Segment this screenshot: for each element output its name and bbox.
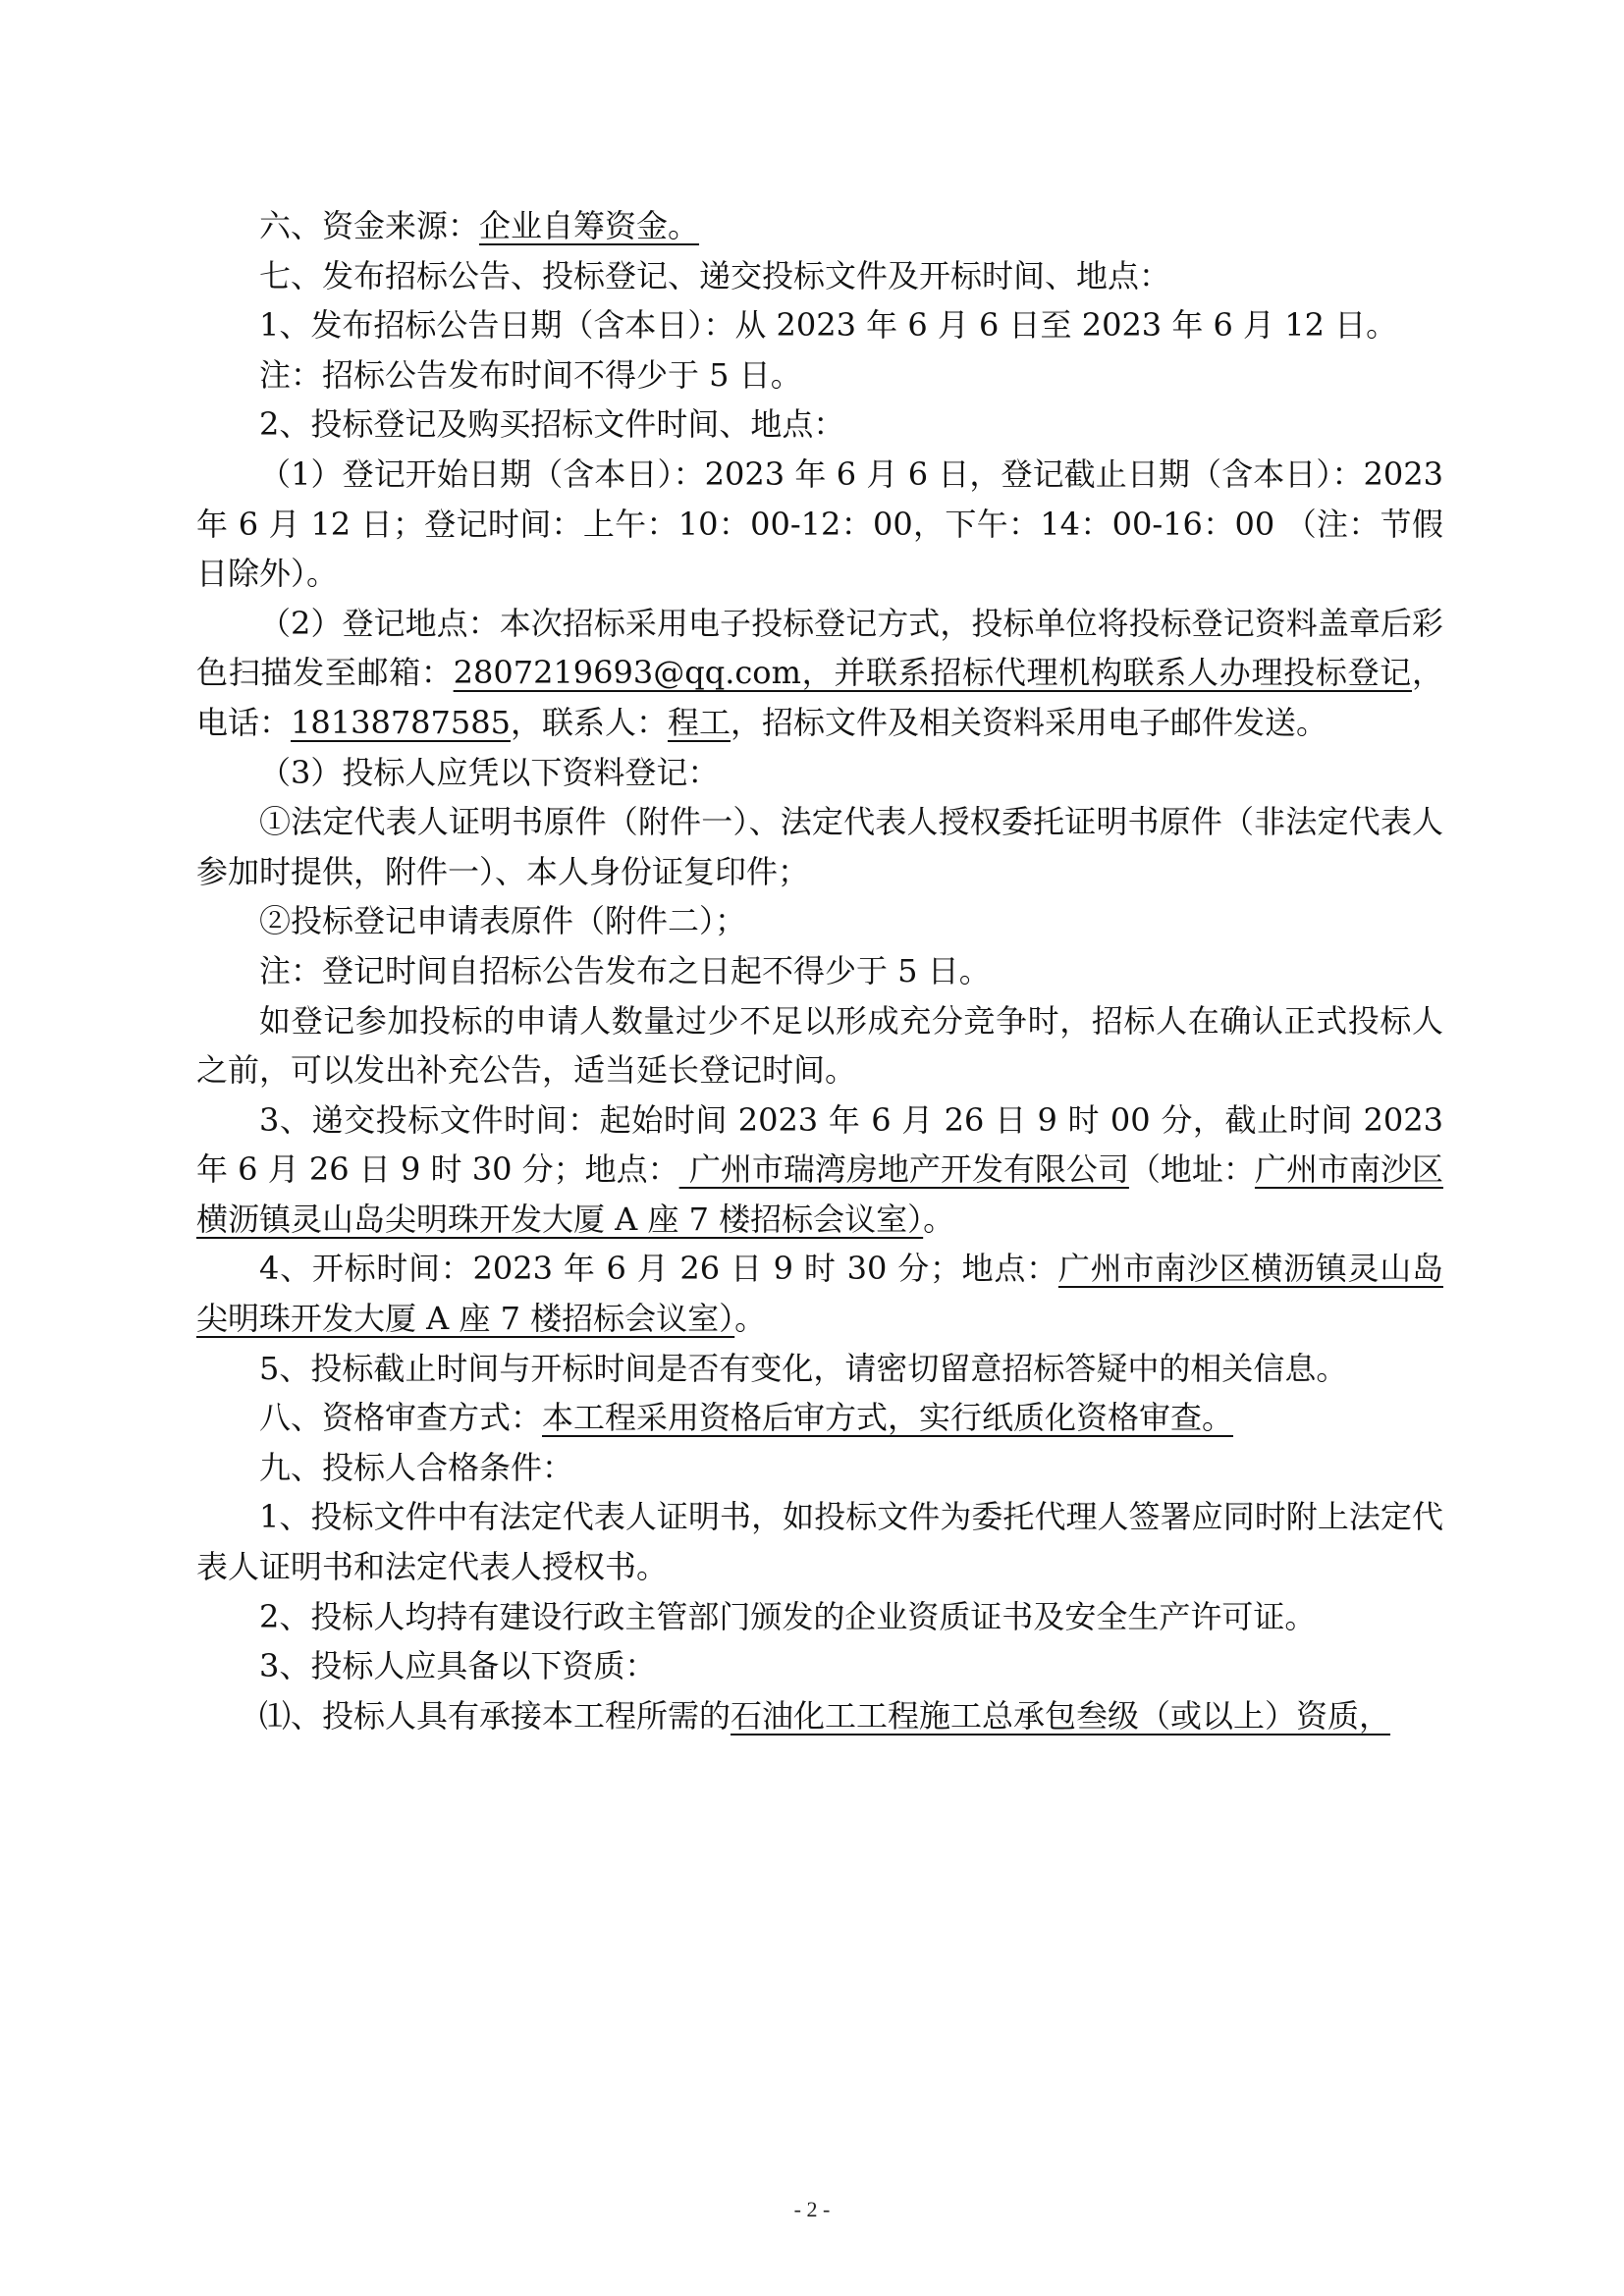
section-heading-9: 九、投标人合格条件： <box>259 1448 574 1486</box>
paragraph-supplement: 如登记参加投标的申请人数量过少不足以形成充分竞争时，招标人在确认正式投标人之前，可以发出补充公告，适当延长登记时间。 <box>196 1001 1443 1090</box>
paragraph-condition-3: 3、投标人应具备以下资质： <box>259 1647 657 1685</box>
paragraph-condition-2: 2、投标人均持有建设行政主管部门颁发的企业资质证书及安全生产许可证。 <box>259 1597 1317 1635</box>
note-registration: 注：登记时间自招标公告发布之日起不得少于 5 日。 <box>259 951 991 989</box>
paragraph-funding-source: 六、资金来源：企业自筹资金。 <box>259 207 700 244</box>
submission-address: 广州市南沙区横沥镇灵山岛尖明珠开发大厦 A 座 7 楼招标会议室） <box>196 1150 1443 1238</box>
opening-location: 广州市南沙区横沥镇灵山岛尖明珠开发大厦 A 座 7 楼招标会议室） <box>196 1250 1443 1338</box>
submission-company: 广州市瑞湾房地产开发有限公司 <box>678 1150 1129 1189</box>
paragraph-submission: 3、递交投标文件时间：起始时间 2023 年 6 月 26 日 9 时 00 分，截止时间 2023 年 6 月 26 日 9 时 30 分；地点： 广州市瑞湾房地产开发有限公司（地址：广州市南沙区横沥镇灵山岛尖明珠开发大厦 A 座 7 楼招标会议室）。 <box>196 1100 1443 1238</box>
note-announcement: 注：招标公告发布时间不得少于 5 日。 <box>259 355 802 394</box>
registration-email: 2807219693@qq.com，并联系招标代理机构联系人办理投标登记 <box>453 654 1412 692</box>
paragraph-registration-heading: 2、投标登记及购买招标文件时间、地点： <box>259 405 845 444</box>
paragraph-condition-1: 1、投标文件中有法定代表人证明书，如投标文件为委托代理人签署应同时附上法定代表人证明书和法定代表人授权书。 <box>196 1498 1443 1586</box>
paragraph-registration-documents: （3）投标人应凭以下资料登记： <box>259 753 720 791</box>
paragraph-registration-dates: （1）登记开始日期（含本日）：2023 年 6 月 6 日，登记截止日期（含本日）：2023 年 6 月 12 日；登记时间：上午：10：00-12：00，下午：14：00-16：00 （注：节假日除外）。 <box>196 454 1443 593</box>
paragraph-qualification: ⑴、投标人具有承接本工程所需的石油化工工程施工总承包叁级（或以上）资质， <box>259 1696 1391 1735</box>
list-item-1: ①法定代表人证明书原件（附件一）、法定代表人授权委托证明书原件（非法定代表人参加时提供，附件一）、本人身份证复印件； <box>196 803 1443 890</box>
section-heading-7: 七、发布招标公告、投标登记、递交投标文件及开标时间、地点： <box>259 256 1171 294</box>
paragraph-registration-location: （2）登记地点：本次招标采用电子投标登记方式，投标单位将投标登记资料盖章后彩色扫描发至邮箱：2807219693@qq.com，并联系招标代理机构联系人办理投标登记，电话：18138787585，联系人：程工，招标文件及相关资料采用电子邮件发送。 <box>196 604 1443 741</box>
paragraph-announcement-date: 1、发布招标公告日期（含本日）：从 2023 年 6 月 6 日至 2023 年 6 月 12 日。 <box>259 306 1398 345</box>
contact-person: 程工 <box>667 703 731 741</box>
paragraph-changes: 5、投标截止时间与开标时间是否有变化，请密切留意招标答疑中的相关信息。 <box>259 1349 1348 1387</box>
paragraph-opening: 4、开标时间：2023 年 6 月 26 日 9 时 30 分；地点：广州市南沙区横沥镇灵山岛尖明珠开发大厦 A 座 7 楼招标会议室）。 <box>196 1250 1443 1338</box>
list-item-2: ②投标登记申请表原件（附件二）； <box>259 902 747 940</box>
section-heading-8: 八、资格审查方式：本工程采用资格后审方式，实行纸质化资格审查。 <box>259 1399 1234 1437</box>
document-body <box>196 201 1443 1740</box>
page-number: - 2 - <box>793 2197 831 2221</box>
contact-phone: 18138787585 <box>291 703 511 741</box>
